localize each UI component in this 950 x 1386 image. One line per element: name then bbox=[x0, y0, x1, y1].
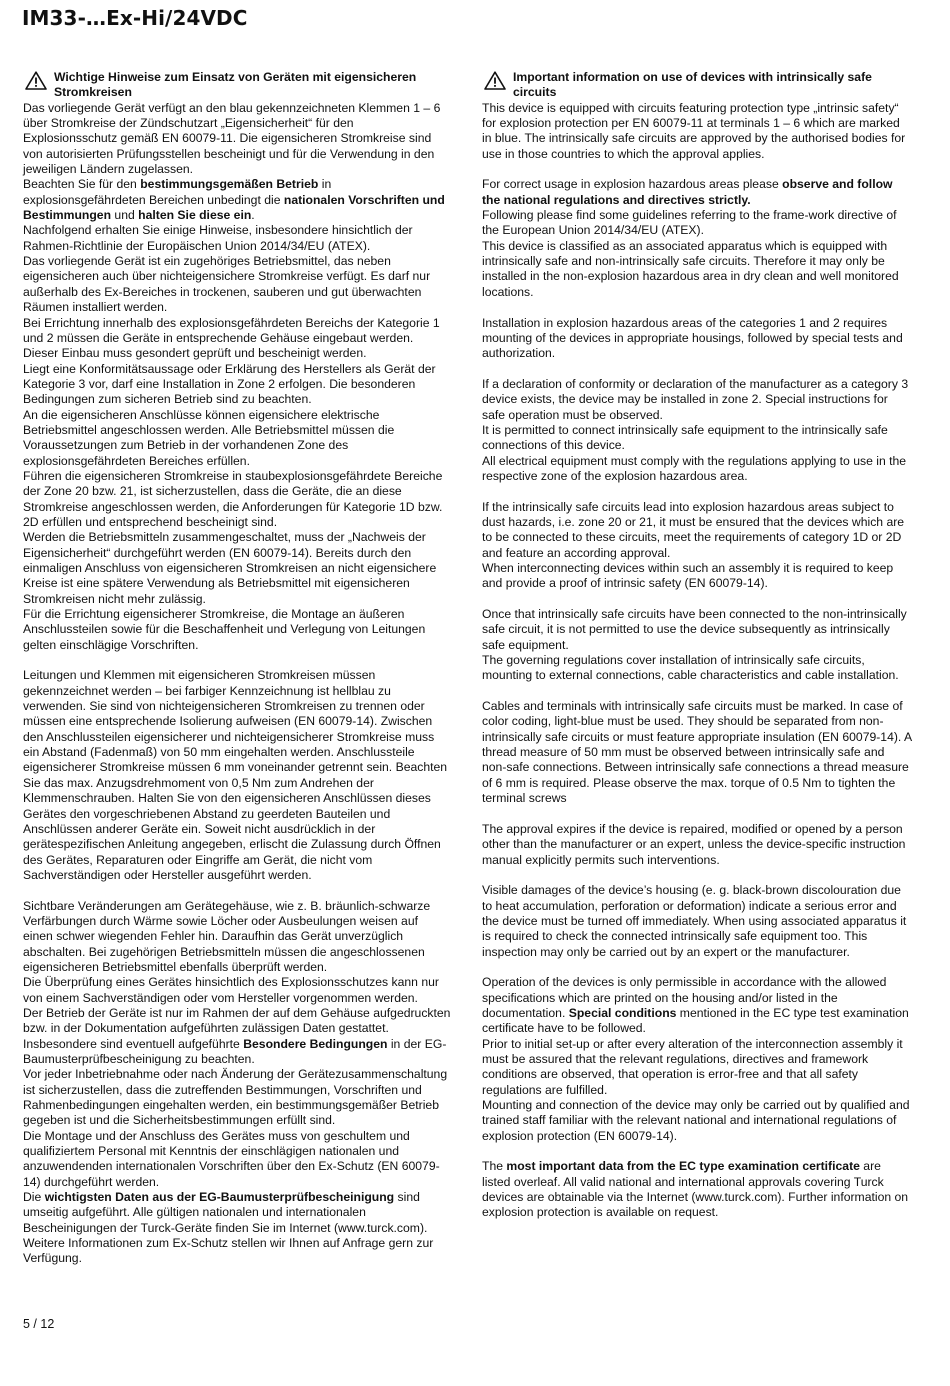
german-heading-text: Wichtige Hinweise zum Einsatz von Geräten mit eigensicheren Stromkreisen bbox=[54, 70, 417, 100]
en-paragraph-17: The most important data from the EC type examination certificate are listed overleaf. All valid national and international approvals covering Turck devices are obtainable via the Internet (www.turck.com). Further information on explosion protection is available on request. bbox=[482, 1159, 909, 1220]
de-paragraph-16: Die Montage und der Anschluss des Gerätes muss von geschultem und qualifiziertem Personal mit Kenntnis der einschlägigen nationalen und anzuwendenden internationalen Vorschriften über den Ex-Schutz (EN 60079-14) durchgeführt werden. bbox=[23, 1128, 440, 1189]
german-column bbox=[23, 70, 451, 1267]
warning-triangle-icon bbox=[25, 71, 47, 90]
en-paragraph-15: Prior to initial set-up or after every alteration of the interconnection assembly it must be assured that the relevant regulations, directives and framework conditions are observed, that operation is error-free and that all safety regulations are fulfilled. bbox=[482, 1036, 903, 1097]
en-bold-special-conditions: Special conditions bbox=[568, 1005, 677, 1020]
english-heading bbox=[482, 70, 912, 101]
en-paragraph-6: If a declaration of conformity or declaration of the manufacturer as a category 3 device exists, the device may be installed in zone 2. Special instructions for safe operation must be observed. bbox=[482, 376, 909, 422]
en-paragraph-4: This device is classified as an associated apparatus which is equipped with intrinsically safe and non-intrinsically safe circuits. Therefore it may only be installed in the non-explosion hazardous area in dry clean and well monitored locations. bbox=[482, 238, 899, 299]
document-title: IM33-…Ex-Hi/24VDC bbox=[22, 6, 248, 30]
en-paragraph-8: If the intrinsically safe circuits lead into explosion hazardous areas subject to dust hazards, i.e. zone 20 or 21, it must be ensured that the devices which are to be connected to these circuits, meet the requirements of category 1D or 2D and feature an according approval. bbox=[482, 499, 905, 560]
en-paragraph-2: For correct usage in explosion hazardous areas please observe and follow the national regulations and directives strictly. bbox=[482, 177, 893, 207]
de-paragraph-3: Nachfolgend erhalten Sie einige Hinweise, insbesondere hinsichtlich der Rahmen-Richtlinie der Europäischen Union 2014/34/EU (ATEX). bbox=[23, 223, 413, 253]
en-paragraph-7: It is permitted to connect intrinsically safe equipment to the intrinsically safe connections of this device. bbox=[482, 422, 888, 453]
de-paragraph-6: Liegt eine Konformitätsaussage oder Erklärung des Herstellers als Gerät der Kategorie 3 vor, darf eine Installation in Zone 2 erfolgen. Die besonderen Bedingungen zum sicheren Betrieb sind zu beachten. bbox=[23, 361, 436, 407]
en-paragraph-9: When interconnecting devices within such an assembly it is required to keep and provide a proof of intrinsic safety (EN 60079-14). bbox=[482, 561, 894, 591]
de-paragraph-12: Sichtbare Veränderungen am Gerätegehäuse, wie z. B. bräunlich-schwarze Verfärbungen durch Wärme sowie Löcher oder Ausbeulungen weisen auf einen schwer wiegenden Fehler hin. Daraufhin das Gerät unverzüglich abschalten. Bei zugehörigen Betriebsmitteln müssen die angeschlossenen eigensicheren Betriebsmittel ebenfalls überprüft werden. bbox=[23, 898, 431, 974]
en-paragraph-7b: All electrical equipment must comply with the regulations applying to use in the respective zone of the explosion hazardous area. bbox=[482, 453, 907, 483]
de-paragraph-10: Für die Errichtung eigensicherer Stromkreise, die Montage an äußeren Anschlussteilen sowie für die Beschaffenheit und Verlegung von Leitungen gelten einschlägige Vorschriften. bbox=[23, 607, 426, 652]
en-paragraph-13: Visible damages of the device’s housing (e. g. black-brown discolouration due to heat accumulation, perforation or deformation) indicate a serious error and the device must be turned off immediately. When using associated apparatus it is required to check the connected intrinsically safe equipment too. This inspection may only be carried out by an expert or the manufacturer. bbox=[482, 883, 907, 959]
en-bold-important-data: most important data from the EC type examination certificate bbox=[506, 1159, 860, 1174]
en-paragraph-10b: The governing regulations cover installation of intrinsically safe circuits, mounting to external connections, cable characteristics and cable installation. bbox=[482, 653, 899, 683]
en-paragraph-16: Mounting and connection of the device may only be carried out by qualified and trained staff familiar with the relevant national and international regulations of explosion protection (EN 60079-14). bbox=[482, 1098, 910, 1143]
de-paragraph-7: An die eigensicheren Anschlüsse können eigensichere elektrische Betriebsmittel angeschlossen werden. Alle Betriebsmittel müssen die Voraussetzungen zum Betrieb in der vorhandenen Zone des explosionsgefährdeten Bereiches erfüllen. bbox=[23, 407, 395, 468]
de-bold-special-conditions: Besondere Bedingungen bbox=[243, 1036, 388, 1051]
de-paragraph-14: Der Betrieb der Geräte ist nur im Rahmen der auf dem Gehäuse aufgedruckten bzw. in der Dokumentation aufgeführten zulässigen Daten gestattet. Insbesondere sind eventuell aufgeführte Besondere Bedingungen in der EG-Baumusterprüfbescheinigung zu beachten. bbox=[23, 1005, 451, 1066]
english-heading-text: Important information on use of devices with intrinsically safe circuits bbox=[513, 70, 872, 100]
en-paragraph-1: This device is equipped with circuits featuring protection type „intrinsic safety“ for explosion protection per EN 60079-11 at terminals 1 – 6 which are marked in blue. The intrinsically safe circuits are approved by the authorised bodies for use in those countries to which the approval applies. bbox=[482, 100, 906, 161]
de-paragraph-9: Werden die Betriebsmitteln zusammengeschaltet, muss der „Nachweis der Eigensicherheit“ durchgeführt werden (EN 60079-14). Bereits durch den einmaligen Anschluss von eigensicheren Stromkreisen an nicht eigensichere Kreise ist eine spätere Verwendung als Betriebsmittel mit eigensicheren Stromkreisen nicht mehr zulässig. bbox=[23, 530, 437, 606]
de-bold-regulations: nationalen Vorschriften und Bestimmungen bbox=[23, 192, 445, 223]
de-bold-comply: halten Sie diese ein bbox=[138, 208, 252, 223]
de-paragraph-4: Das vorliegende Gerät ist ein zugehöriges Betriebsmittel, das neben eigensicheren auch über nichteigensichere Stromkreise verfügt. Es darf nur außerhalb des Ex-Bereiches in trockenen, sauberen und gut überwachten Räumen installiert werden. bbox=[23, 254, 431, 315]
de-bold-important-data: wichtigsten Daten aus der EG-Baumusterprüfbescheinigung bbox=[44, 1190, 395, 1205]
page-number: 5 / 12 bbox=[23, 1317, 55, 1331]
en-paragraph-11: Cables and terminals with intrinsically safe circuits must be marked. In case of color coding, light-blue must be used. They should be separated from non-intrinsically safe circuits or must feature appropriate insulation (EN 60079-14). A thread measure of 50 mm must be observed between intrinsically safe and non-safe connections. Between intrinsically safe connections a thread measure of 6 mm is required. Please observe the max. torque of 0.5 Nm to tighten the terminal screws bbox=[482, 699, 912, 806]
de-paragraph-13: Die Überprüfung eines Gerätes hinsichtlich des Explosionsschutzes kann nur von einem Sachverständigen oder vom Hersteller vorgenommen werden. bbox=[23, 975, 439, 1005]
english-column bbox=[482, 70, 912, 1221]
de-paragraph-18: Weitere Informationen zum Ex-Schutz stellen wir Ihnen auf Anfrage gern zur Verfügung. bbox=[23, 1236, 434, 1266]
de-paragraph-1: Das vorliegende Gerät verfügt an den blau gekennzeichneten Klemmen 1 – 6 über Stromkreise der Zündschutzart „Eigensicherheit“ für den Explosionsschutz gemäß EN 60079-11. Die eigensicheren Stromkreise sind von autorisierten Prüfungsstellen bescheinigt und für die Verwendung in den jeweiligen Ländern zugelassen. bbox=[23, 100, 441, 177]
en-paragraph-12: The approval expires if the device is repaired, modified or opened by a person other than the manufacturer or an expert, unless the device-specific instruction manual explicitly permits such interventions. bbox=[482, 821, 906, 867]
de-paragraph-15: Vor jeder Inbetriebnahme oder nach Änderung der Gerätezusammenschaltung ist sicherzustellen, dass die zutreffenden Bestimmungen, Vorschriften und Rahmenbedingungen eingehalten werden, ein bestimmungsgemäßer Betrieb gegeben ist und die Sicherheitsbestimmungen erfüllt sind. bbox=[23, 1067, 448, 1128]
en-bold-observe: observe and follow the national regulations and directives strictly. bbox=[482, 177, 893, 207]
warning-triangle-icon bbox=[484, 71, 506, 90]
en-paragraph-3: Following please find some guidelines referring to the frame-work directive of the European Union 2014/34/EU (ATEX). bbox=[482, 208, 897, 238]
en-paragraph-10: Once that intrinsically safe circuits have been connected to the non-intrinsically safe circuit, it is not permitted to use the device subsequently as intrinsically safe equipment. bbox=[482, 607, 907, 652]
de-paragraph-2: Beachten Sie für den bestimmungsgemäßen Betrieb in explosionsgefährdeten Bereichen unbedingt die nationalen Vorschriften und Bestimmungen und halten Sie diese ein. bbox=[23, 177, 445, 223]
de-paragraph-17: Die wichtigsten Daten aus der EG-Baumusterprüfbescheinigung sind umseitig aufgeführt. Alle gültigen nationalen und internationalen Bescheinigungen der Turck-Geräte finden Sie im Internet (www.turck.com). bbox=[23, 1190, 428, 1235]
de-paragraph-11: Leitungen und Klemmen mit eigensicheren Stromkreisen müssen gekennzeichnet werden – bei farbiger Kennzeichnung ist hellblau zu verwenden. Sie sind von nichteigensicheren Stromkreisen zu trennen oder müssen eine entsprechende Isolierung aufweisen (EN 60079-14). Zwischen den Anschlussteilen eigensicherer und nichteigensicherer Stromkreise muss ein Abstand (Fadenmaß) von 50 mm eingehalten werden. Anschlussteile eigensicherer Stromkreise müssen 6 mm voneinander getrennt sein. Beachten Sie das max. Anzugsdrehmoment von 0,5 Nm zum Andrehen der Klemmenschrauben. Halten Sie von den eigensicheren Anschlüssen dieses Gerätes den vorgeschriebenen Abstand zu geerdeten Bauteilen und Anschlüssen anderer Geräte ein. Soweit nicht ausdrücklich in der gerätespezifischen Anleitung angegeben, erlischt die Zulassung durch Öffnen des Gerätes, Reparaturen oder Eingriffe am Gerät, die nicht vom Sachverständigen oder Hersteller ausgeführt werden. bbox=[23, 668, 448, 882]
de-bold-operation: bestimmungsgemäßen Betrieb bbox=[140, 177, 319, 192]
de-paragraph-5: Bei Errichtung innerhalb des explosionsgefährdeten Bereichs der Kategorie 1 und 2 müssen die Geräte in entsprechende Gehäuse eingebaut werden. Dieser Einbau muss gesondert geprüft und bescheinigt werden. bbox=[23, 315, 440, 361]
german-heading bbox=[23, 70, 451, 101]
en-paragraph-5: Installation in explosion hazardous areas of the categories 1 and 2 requires mounting of the devices in appropriate housings, followed by special tests and authorization. bbox=[482, 315, 903, 361]
de-paragraph-8: Führen die eigensicheren Stromkreise in staubexplosionsgefährdete Bereiche der Zone 20 bzw. 21, ist sicherzustellen, dass die Geräte, die an diese Stromkreise angeschlossen werden, die Anforderungen für Kategorie 1D bzw. 2D erfüllen und entsprechend bescheinigt sind. bbox=[23, 468, 443, 529]
en-paragraph-14: Operation of the devices is only permissible in accordance with the allowed specifications which are printed on the housing and/or listed in the documentation. Special conditions mentioned in the EC type test examination certificate have to be followed. bbox=[482, 975, 909, 1036]
